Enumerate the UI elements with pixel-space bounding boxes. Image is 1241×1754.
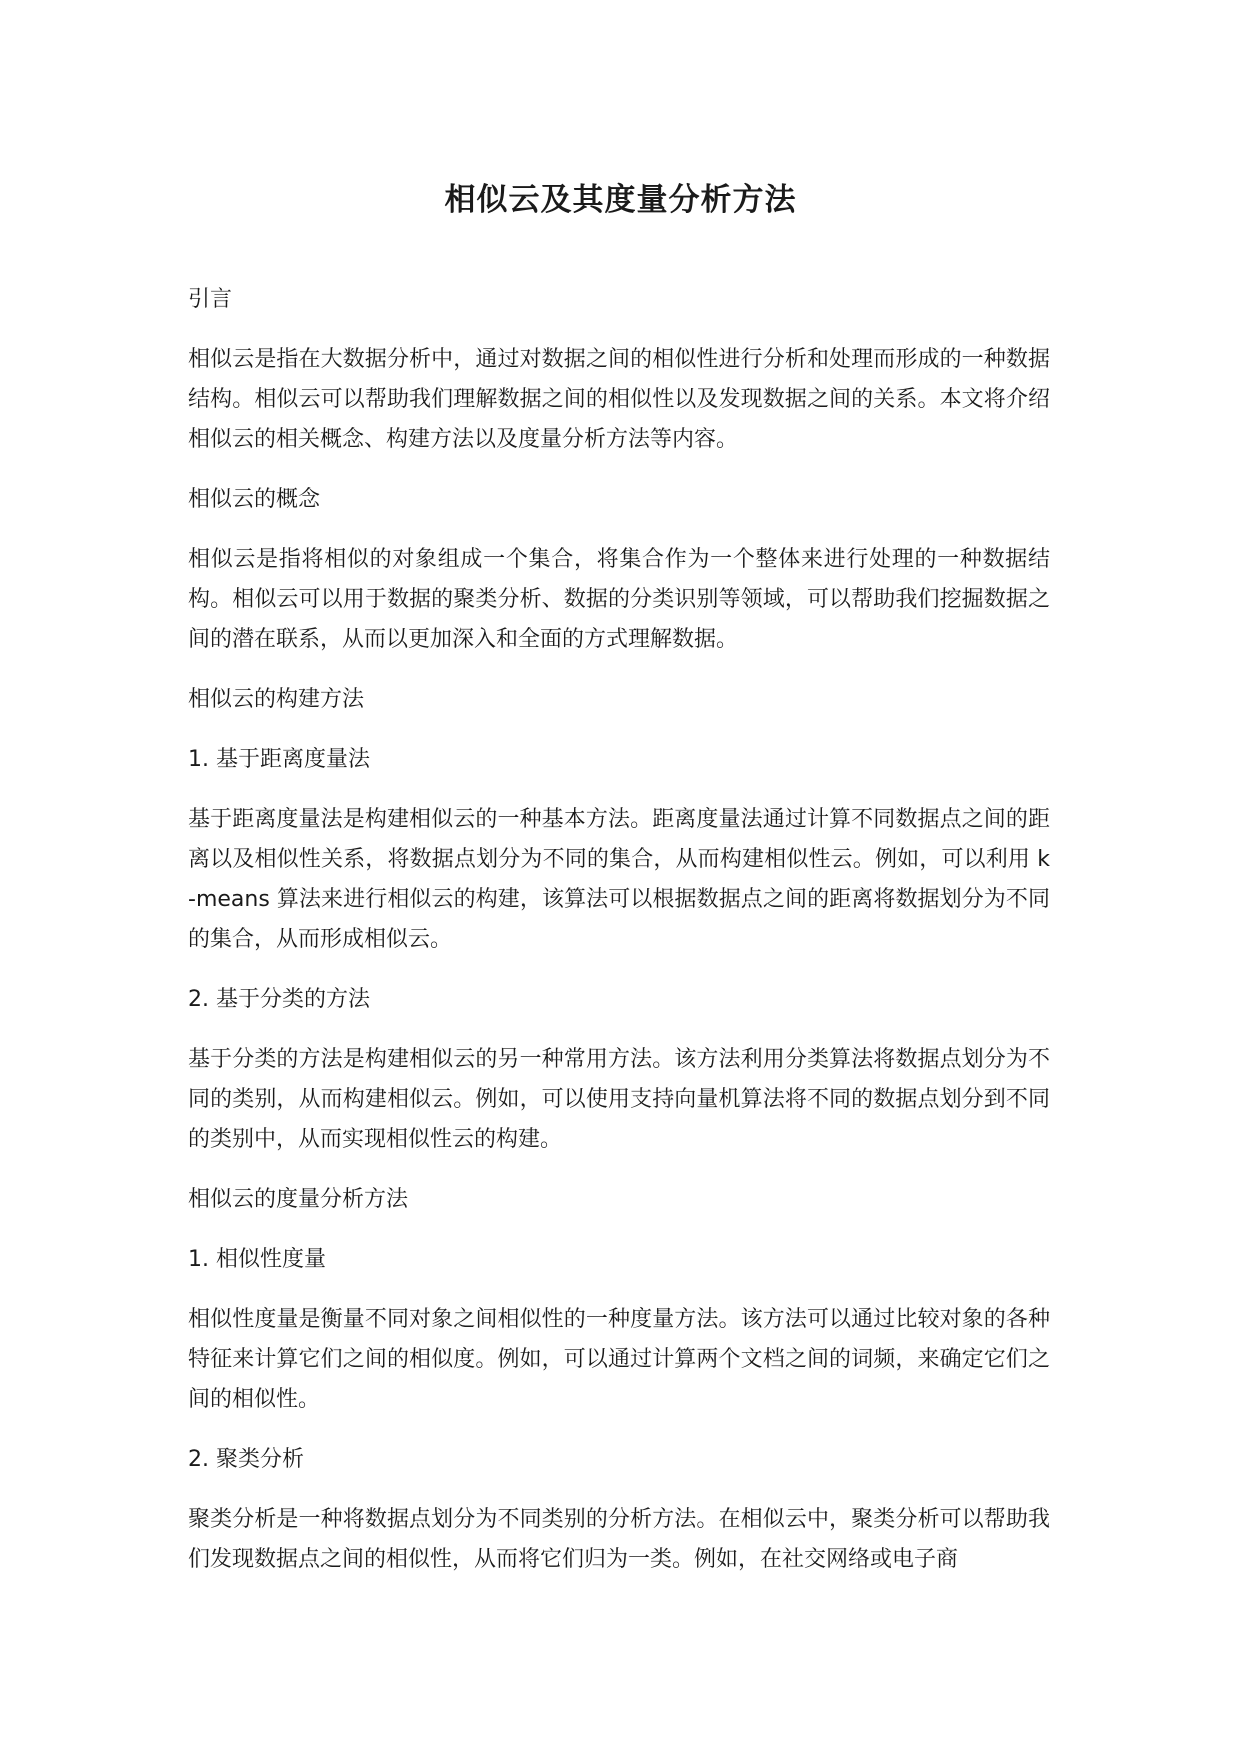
paragraph-classification-method: 基于分类的方法是构建相似云的另一种常用方法。该方法利用分类算法将数据点划分为不同的类别，从而构建相似云。例如，可以使用支持向量机算法将不同的数据点划分到不同的类别中，从而实现相似性云的构建。	[188, 1047, 1050, 1152]
subheading-cluster-analysis: 2. 聚类分析	[188, 1447, 304, 1472]
subheading-classification-method: 2. 基于分类的方法	[188, 987, 370, 1012]
subheading-similarity-measure: 1. 相似性度量	[188, 1247, 326, 1272]
subheading-distance-method: 1. 基于距离度量法	[188, 747, 370, 772]
paragraph-cluster-analysis: 聚类分析是一种将数据点划分为不同类别的分析方法。在相似云中，聚类分析可以帮助我们发现数据点之间的相似性，从而将它们归为一类。例如，在社交网络或电子商	[188, 1507, 1050, 1572]
section-heading-introduction: 引言	[188, 287, 233, 312]
document-title: 相似云及其度量分析方法	[444, 182, 797, 218]
section-heading-construction: 相似云的构建方法	[188, 687, 365, 712]
paragraph-similarity-measure: 相似性度量是衡量不同对象之间相似性的一种度量方法。该方法可以通过比较对象的各种特征来计算它们之间的相似度。例如，可以通过计算两个文档之间的词频，来确定它们之间的相似性。	[188, 1307, 1050, 1412]
document-body	[188, 280, 1050, 1600]
paragraph-introduction: 相似云是指在大数据分析中，通过对数据之间的相似性进行分析和处理而形成的一种数据结构。相似云可以帮助我们理解数据之间的相似性以及发现数据之间的关系。本文将介绍相似云的相关概念、构建方法以及度量分析方法等内容。	[188, 347, 1050, 452]
paragraph-distance-method: 基于距离度量法是构建相似云的一种基本方法。距离度量法通过计算不同数据点之间的距离以及相似性关系，将数据点划分为不同的集合，从而构建相似性云。例如，可以利用 k-means 算法来进行相似云的构建，该算法可以根据数据点之间的距离将数据划分为不同的集合，从而形成相似云。	[188, 807, 1050, 952]
section-heading-measurement: 相似云的度量分析方法	[188, 1187, 409, 1212]
section-heading-concept: 相似云的概念	[188, 487, 321, 512]
paragraph-concept: 相似云是指将相似的对象组成一个集合，将集合作为一个整体来进行处理的一种数据结构。相似云可以用于数据的聚类分析、数据的分类识别等领域，可以帮助我们挖掘数据之间的潜在联系，从而以更加深入和全面的方式理解数据。	[188, 547, 1050, 652]
